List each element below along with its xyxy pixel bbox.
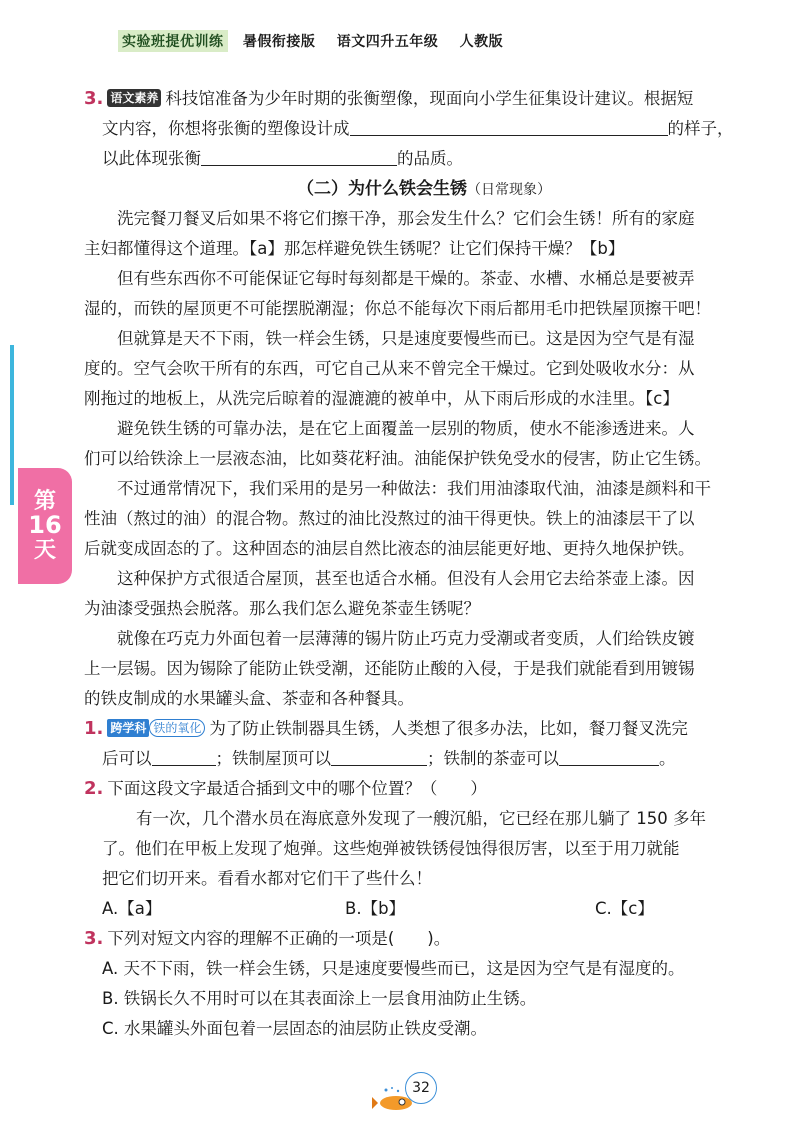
question-number: 3. — [84, 88, 104, 109]
question-2 — [84, 774, 764, 924]
question-text: 的品质。 — [397, 149, 463, 168]
passage-line: 不过通常情况下，我们采用的是另一种做法：我们用油漆取代油，油漆是颜料和干 — [117, 479, 711, 498]
day-tab-prefix: 第 — [33, 489, 56, 515]
question-text: ；铁制屋顶可以 — [215, 749, 331, 768]
passage-title-main: （二）为什么铁会生锈 — [297, 179, 467, 199]
passage-line: 就像在巧克力外面包着一层薄薄的锡片防止巧克力受潮或者变质，人们给铁皮镀 — [117, 629, 695, 648]
passage-line: 为油漆受强热会脱落。那么我们怎么避免茶壶生锈呢？ — [84, 599, 480, 618]
option-a[interactable]: A. 天不下雨，铁一样会生锈，只是速度要慢些而已，这是因为空气是有湿度的。 — [102, 959, 685, 978]
passage-line: 湿的，而铁的屋顶更不可能摆脱潮湿；你总不能每次下雨后都用毛巾把铁屋顶擦干吧！ — [84, 299, 711, 318]
passage-line: 性油（熬过的油）的混合物。熬过的油比没熬过的油干得更快。铁上的油漆层干了以 — [84, 509, 695, 528]
answer-blank[interactable] — [559, 745, 659, 766]
quote-line: 把它们切开来。看看水都对它们干了些什么！ — [102, 869, 432, 888]
topic-tag: 铁的氧化 — [149, 719, 205, 737]
passage-line: 但有些东西你不可能保证它每时每刻都是干燥的。茶壶、水槽、水桶总是要被弄 — [117, 269, 695, 288]
option-c[interactable]: C.【c】 — [595, 899, 654, 918]
publisher-label: 人教版 — [459, 34, 504, 50]
passage-title-sub: （日常现象） — [467, 182, 551, 198]
question-text: 。 — [659, 749, 676, 768]
answer-blank[interactable] — [331, 745, 427, 766]
passage-line: 主妇都懂得这个道理。【a】那怎样避免铁生锈呢？让它们保持干燥？【b】 — [84, 239, 625, 258]
question-text: 后可以 — [102, 749, 152, 768]
cross-subject-tag: 跨学科 — [107, 719, 149, 737]
question-number: 2. — [84, 778, 104, 799]
option-a[interactable]: A.【a】 — [102, 899, 162, 918]
page-number: 32 — [405, 1072, 437, 1104]
passage-title — [84, 174, 764, 204]
question-1 — [84, 714, 764, 774]
day-tab-suffix: 天 — [33, 537, 56, 563]
question-text: 文内容，你想将张衡的塑像设计成 — [102, 119, 350, 138]
options-row — [84, 894, 764, 924]
question-text: 下列对短文内容的理解不正确的一项是( )。 — [107, 929, 451, 948]
passage-line: 度的。空气会吹干所有的东西，可它自己从来不曾完全干燥过。它到处吸收水分：从 — [84, 359, 695, 378]
running-header — [118, 30, 503, 52]
literacy-tag: 语文素养 — [107, 89, 161, 107]
question-text: 为了防止铁制器具生锈，人类想了很多办法，比如，餐刀餐叉洗完 — [209, 719, 688, 738]
side-accent-line — [10, 345, 14, 505]
passage-line: 的铁皮制成的水果罐头盒、茶壶和各种餐具。 — [84, 689, 414, 708]
passage-line: 洗完餐刀餐叉后如果不将它们擦干净，那会发生什么？它们会生锈！所有的家庭 — [117, 209, 695, 228]
question-number: 1. — [84, 718, 104, 739]
day-tab-number: 16 — [28, 511, 62, 540]
passage-line: 们可以给铁涂上一层液态油，比如葵花籽油。油能保护铁免受水的侵害，防止它生锈。 — [84, 449, 711, 468]
question-3 — [84, 924, 764, 1044]
quote-line: 有一次，几个潜水员在海底意外发现了一艘沉船，它已经在那儿躺了 150 多年 — [136, 809, 706, 828]
question-text: 的样子， — [667, 119, 734, 138]
passage-line: 后就变成固态的了。这种固态的油层自然比液态的油层能更好地、更持久地保护铁。 — [84, 539, 695, 558]
passage-line: 这种保护方式很适合屋顶，甚至也适合水桶。但没有人会用它去给茶壶上漆。因 — [117, 569, 695, 588]
series-brand: 实验班提优训练 — [118, 30, 228, 52]
question-number: 3. — [84, 928, 104, 949]
answer-blank[interactable] — [201, 145, 397, 166]
option-b[interactable]: B.【b】 — [345, 899, 406, 918]
page-content — [84, 84, 764, 1044]
option-b[interactable]: B. 铁锅长久不用时可以在其表面涂上一层食用油防止生锈。 — [102, 989, 537, 1008]
answer-blank[interactable] — [350, 115, 668, 136]
answer-blank[interactable] — [152, 745, 216, 766]
page-footer — [366, 1064, 456, 1114]
passage-line: 刚拖过的地板上，从洗完后晾着的湿漉漉的被单中，从下雨后形成的水洼里。【c】 — [84, 389, 679, 408]
passage-line: 上一层锡。因为锡除了能防止铁受潮，还能防止酸的入侵，于是我们就能看到用镀锡 — [84, 659, 695, 678]
edition-label: 暑假衔接版 — [242, 34, 316, 50]
question-text: ；铁制的茶壶可以 — [427, 749, 559, 768]
grade-label: 语文四升五年级 — [336, 34, 439, 50]
quote-line: 了。他们在甲板上发现了炮弹。这些炮弹被铁锈侵蚀得很厉害，以至于用刀就能 — [102, 839, 680, 858]
question-text: 科技馆准备为少年时期的张衡塑像，现面向小学生征集设计建议。根据短 — [165, 89, 694, 108]
question-text: 下面这段文字最适合插到文中的哪个位置？（ ） — [107, 779, 487, 798]
passage-body — [84, 204, 764, 714]
passage-line: 避免铁生锈的可靠办法，是在它上面覆盖一层别的物质，使水不能渗透进来。人 — [117, 419, 695, 438]
day-tab — [18, 468, 72, 584]
option-c[interactable]: C. 水果罐头外面包着一层固态的油层防止铁皮受潮。 — [102, 1019, 488, 1038]
passage-line: 但就算是天不下雨，铁一样会生锈，只是速度要慢些而已。这是因为空气是有湿 — [117, 329, 695, 348]
question-text: 以此体现张衡 — [102, 149, 201, 168]
prev-question-3 — [84, 84, 764, 174]
